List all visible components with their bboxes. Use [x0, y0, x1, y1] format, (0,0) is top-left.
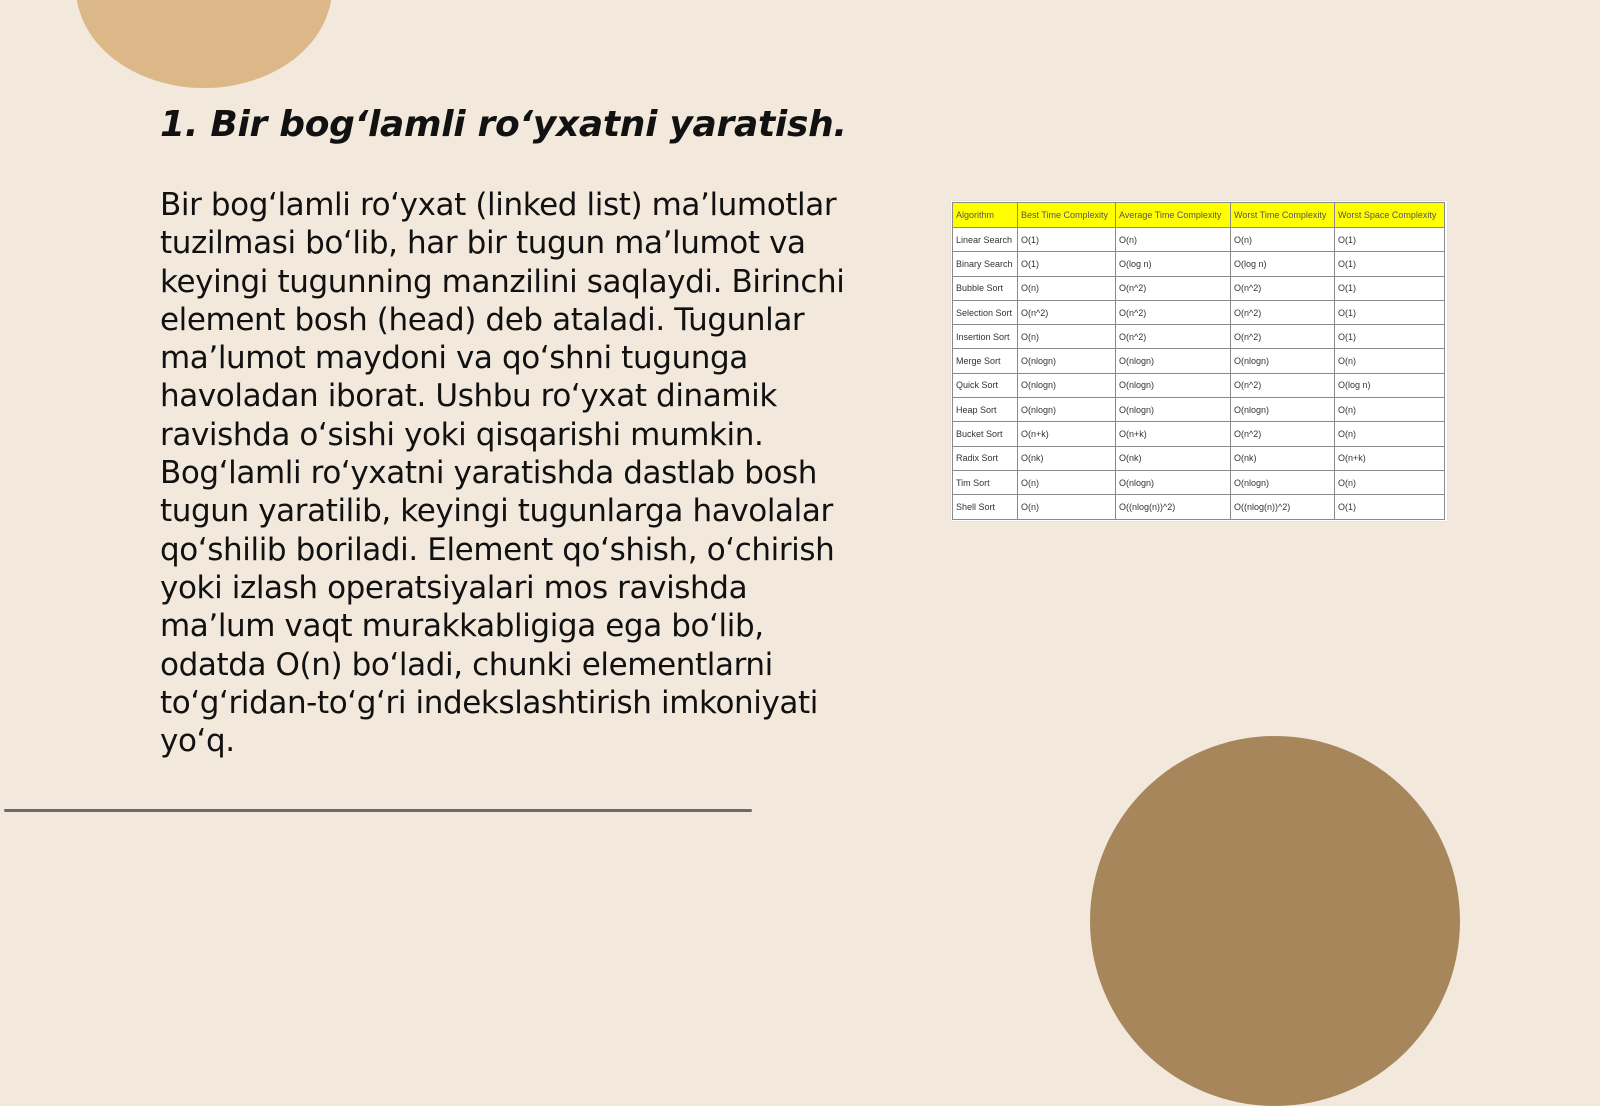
table-row — [953, 422, 1445, 446]
table-cell: O(nlogn) — [1231, 470, 1335, 494]
table-cell: O(n^2) — [1116, 325, 1231, 349]
table-cell: O(n) — [1231, 228, 1335, 252]
table-cell: Bucket Sort — [953, 422, 1018, 446]
table-cell: O((nlog(n))^2) — [1231, 495, 1335, 519]
table-row — [953, 276, 1445, 300]
table-row — [953, 300, 1445, 324]
table-row — [953, 398, 1445, 422]
table-cell: O(n) — [1335, 349, 1445, 373]
table-header-cell: Best Time Complexity — [1018, 203, 1116, 228]
decorative-circle-bottom — [1090, 736, 1460, 1106]
table-cell: O(n^2) — [1231, 373, 1335, 397]
table-cell: Heap Sort — [953, 398, 1018, 422]
table-cell: O(nlogn) — [1018, 398, 1116, 422]
table-header-cell: Worst Time Complexity — [1231, 203, 1335, 228]
table-cell: O(n+k) — [1018, 422, 1116, 446]
table-cell: O(nlogn) — [1116, 398, 1231, 422]
table-header-row — [953, 203, 1445, 228]
table-cell: O(log n) — [1231, 252, 1335, 276]
table-cell: O(log n) — [1116, 252, 1231, 276]
table-cell: O(n) — [1018, 276, 1116, 300]
table-cell: O(n+k) — [1335, 446, 1445, 470]
table-cell: O(log n) — [1335, 373, 1445, 397]
table-header-cell: Average Time Complexity — [1116, 203, 1231, 228]
table-cell: O(nlogn) — [1018, 373, 1116, 397]
table-cell: O(nlogn) — [1116, 373, 1231, 397]
table-row — [953, 470, 1445, 494]
table-row — [953, 252, 1445, 276]
table-cell: O(n) — [1335, 422, 1445, 446]
table-cell: O(1) — [1335, 495, 1445, 519]
table-cell: Linear Search — [953, 228, 1018, 252]
table-row — [953, 325, 1445, 349]
table-cell: O(1) — [1335, 228, 1445, 252]
slide-body-text: Bir bog‘lamli ro‘yxat (linked list) ma’lumotlar tuzilmasi bo‘lib, har bir tugun ma’lumot va keyingi tugunning manzilini saqlaydi. Birinchi element bosh (head) deb ataladi. Tugunlar ma’lumot maydoni va qo‘shni tugunga havoladan iborat. Ushbu ro‘yxat dinamik ravishda o‘sishi yoki qisqarishi mumkin. Bog‘lamli ro‘yxatni yaratishda dastlab bosh tugun yaratilib, keyingi tugunlarga havolalar qo‘shilib boriladi. Element qo‘shish, o‘chirish yoki izlash operatsiyalari mos ravishda ma’lum vaqt murakkabligiga ega bo‘lib, odatda O(n) bo‘ladi, chunki elementlarni to‘g‘ridan-to‘g‘ri indekslashtirish imkoniyati yo‘q. — [160, 187, 845, 760]
table-cell: O(1) — [1335, 300, 1445, 324]
table-cell: Merge Sort — [953, 349, 1018, 373]
table-cell: O(n) — [1116, 228, 1231, 252]
table-cell: O(nk) — [1116, 446, 1231, 470]
table-cell: Quick Sort — [953, 373, 1018, 397]
table-cell: O(n) — [1335, 398, 1445, 422]
table-row — [953, 446, 1445, 470]
table-cell: Selection Sort — [953, 300, 1018, 324]
table-cell: O(1) — [1335, 252, 1445, 276]
divider-line — [4, 809, 752, 812]
table-cell: O(nlogn) — [1231, 349, 1335, 373]
table-cell: O(n+k) — [1116, 422, 1231, 446]
table-cell: O(1) — [1018, 252, 1116, 276]
table-cell: O(nlogn) — [1018, 349, 1116, 373]
table-header-cell: Worst Space Complexity — [1335, 203, 1445, 228]
decorative-circle-top — [76, 0, 332, 88]
table-cell: O(n^2) — [1231, 325, 1335, 349]
table-cell: O(n^2) — [1231, 276, 1335, 300]
table-row — [953, 228, 1445, 252]
table-cell: Shell Sort — [953, 495, 1018, 519]
table-row — [953, 495, 1445, 519]
table-cell: O(n) — [1018, 495, 1116, 519]
table-cell: O(1) — [1018, 228, 1116, 252]
table-row — [953, 349, 1445, 373]
table-cell: Insertion Sort — [953, 325, 1018, 349]
table-row — [953, 373, 1445, 397]
table-cell: O(nlogn) — [1231, 398, 1335, 422]
table-cell: Binary Search — [953, 252, 1018, 276]
table-cell: O(n) — [1018, 470, 1116, 494]
table-cell: Tim Sort — [953, 470, 1018, 494]
table-cell: Radix Sort — [953, 446, 1018, 470]
table-cell: O(1) — [1335, 276, 1445, 300]
table-cell: O(nk) — [1018, 446, 1116, 470]
slide-title: 1. Bir bog‘lamli ro‘yxatni yaratish. — [160, 104, 847, 145]
table-header-cell: Algorithm — [953, 203, 1018, 228]
table-cell: Bubble Sort — [953, 276, 1018, 300]
table-cell: O(n) — [1335, 470, 1445, 494]
table-cell: O(n^2) — [1018, 300, 1116, 324]
table-cell: O(n^2) — [1231, 300, 1335, 324]
table-cell: O(nlogn) — [1116, 470, 1231, 494]
complexity-table — [952, 202, 1445, 520]
table-cell: O(n^2) — [1116, 300, 1231, 324]
table-cell: O(nlogn) — [1116, 349, 1231, 373]
table-cell: O((nlog(n))^2) — [1116, 495, 1231, 519]
table-cell: O(nk) — [1231, 446, 1335, 470]
table-cell: O(n^2) — [1116, 276, 1231, 300]
table-cell: O(1) — [1335, 325, 1445, 349]
table-cell: O(n) — [1018, 325, 1116, 349]
table-cell: O(n^2) — [1231, 422, 1335, 446]
complexity-table-image — [951, 201, 1447, 521]
